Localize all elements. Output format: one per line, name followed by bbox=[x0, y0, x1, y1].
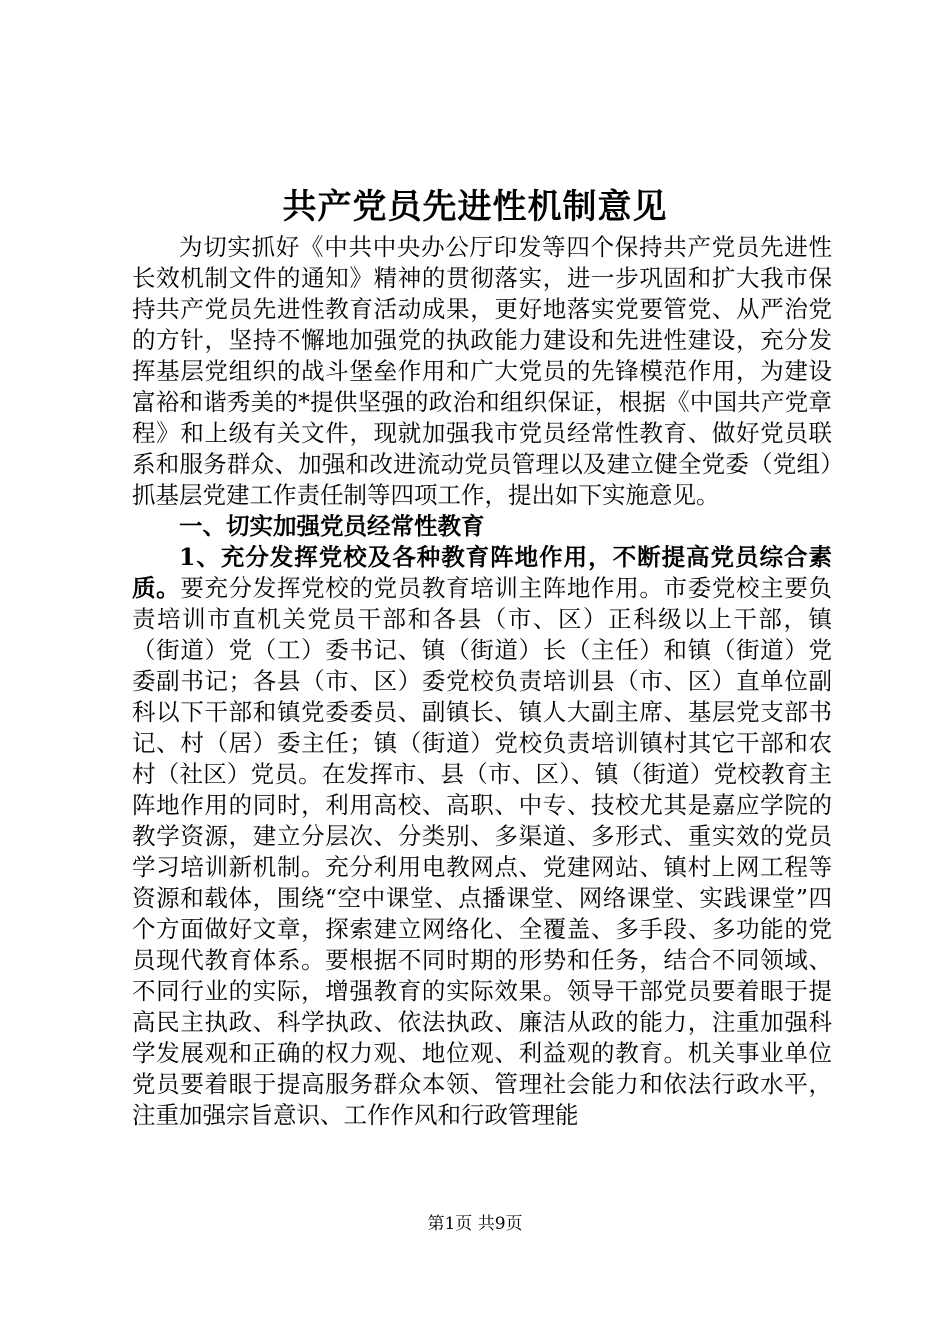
item-heading: 1、充分发挥党校及各种教育阵地作用，不断提高党员综合素质。 bbox=[132, 543, 832, 602]
document-body bbox=[132, 232, 832, 1131]
document-title: 共产党员先进性机制意见 bbox=[282, 187, 668, 227]
intro-paragraph: 为切实抓好《中共中央办公厅印发等四个保持共产党员先进性长效机制文件的通知》精神的贯彻落实，进一步巩固和扩大我市保持共产党员先进性教育活动成果，更好地落实党要管党、从严治党的方针，坚持不懈地加强党的执政能力建设和先进性建设，充分发挥基层党组织的战斗堡垒作用和广大党员的先锋模范作用，为建设富裕和谐秀美的*提供坚强的政治和组织保证，根据《中国共产党章程》和上级有关文件，现就加强我市党员经常性教育、做好党员联系和服务群众、加强和改进流动党员管理以及建立健全党委（党组）抓基层党建工作责任制等四项工作，提出如下实施意见。 bbox=[132, 233, 832, 509]
section-heading: 一、切实加强党员经常性教育 bbox=[179, 512, 485, 540]
item-body: 要充分发挥党校的党员教育培训主阵地作用。市委党校主要负责培训市直机关党员干部和各县（市、区）正科级以上干部，镇（街道）党（工）委书记、镇（街道）长（主任）和镇（街道）党委副书记；各县（市、区）委党校负责培训县（市、区）直单位副科以下干部和镇党委委员、副镇长、镇人大副主席、基层党支部书记、村（居）委主任；镇（街道）党校负责培训镇村其它干部和农村（社区）党员。在发挥市、县（市、区）、镇（街道）党校教育主阵地作用的同时，利用高校、高职、中专、技校尤其是嘉应学院的教学资源，建立分层次、分类别、多渠道、多形式、重实效的党员学习培训新机制。充分利用电教网点、党建网站、镇村上网工程等资源和载体，围绕“空中课堂、点播课堂、网络课堂、实践课堂”四个方面做好文章，探索建立网络化、全覆盖、多手段、多功能的党员现代教育体系。要根据不同时期的形势和任务，结合不同领域、不同行业的实际，增强教育的实际效果。领导干部党员要着眼于提高民主执政、科学执政、依法执政、廉洁从政的能力，注重加强科学发展观和正确的权力观、地位观、利益观的教育。机关事业单位党员要着眼于提高服务群众本领、管理社会能力和依法行政水平，注重加强宗旨意识、工作作风和行政管理能 bbox=[132, 574, 833, 1129]
page-footer: 第1页 共9页 bbox=[427, 1214, 523, 1234]
item-paragraph bbox=[132, 542, 832, 1131]
